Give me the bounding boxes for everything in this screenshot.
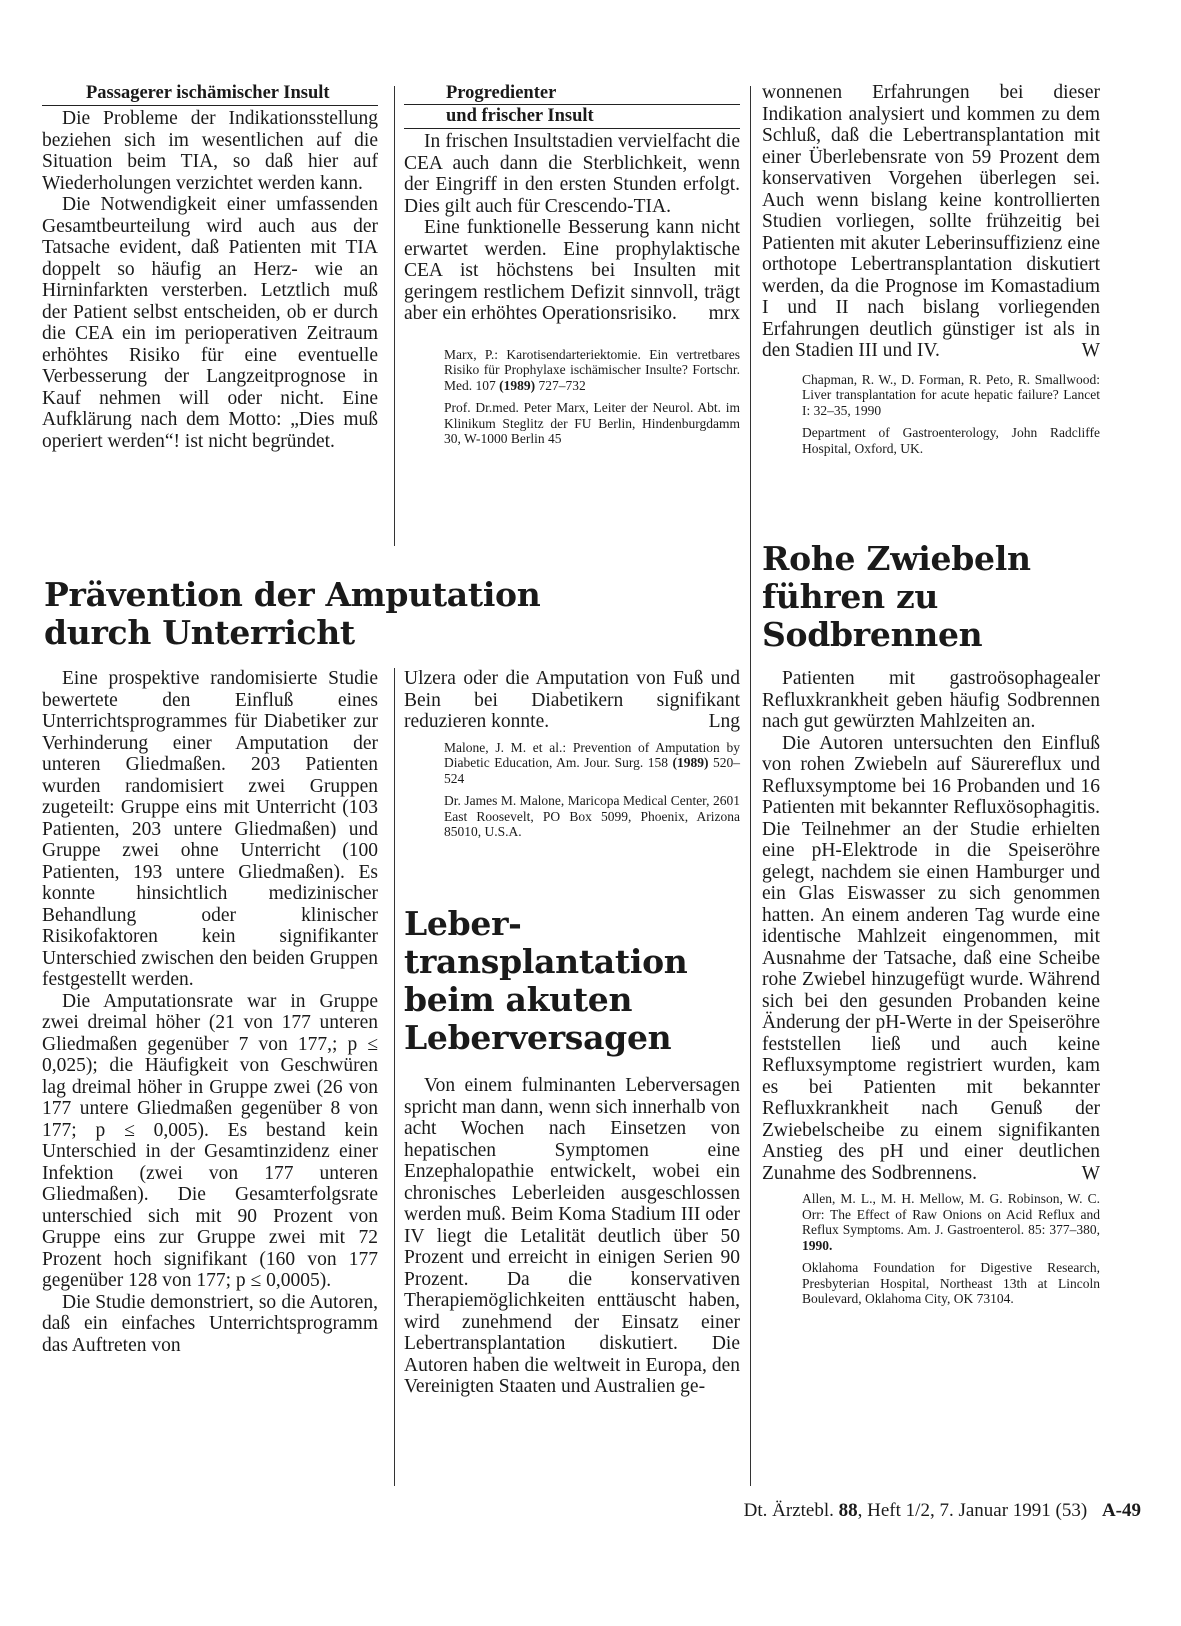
amputation-col1 xyxy=(42,668,378,1356)
paragraph: Die Notwendigkeit einer umfassenden Gesamtbeurteilung wird auch aus der Tatsache evident, daß Patienten mit TIA doppelt so häufig an Herz- wie an Hirninfarkten versterben. Letztlich muß der Patient selbst entscheiden, ob er durch die CEA ein im perioperativen Zeitraum erhöhtes Risiko für eine eventuelle Verbesserung der Langzeitprognose in Kauf nehmen will oder nicht. Eine Aufklärung nach dem Motto: „Dies muß operiert werden“! ist nicht begründet. xyxy=(42,194,378,452)
author-address: Department of Gastroenterology, John Radcliffe Hospital, Oxford, UK. xyxy=(802,425,1100,456)
author-signature: W xyxy=(1081,340,1100,361)
author-signature: W xyxy=(1081,1162,1100,1184)
section-heading: Passagerer ischämischer Insult xyxy=(42,82,378,106)
paragraph: Die Autoren untersuchten den Einfluß von rohen Zwiebeln auf Säurereflux und Refluxsymptome bei 16 Probanden und 16 Patienten mit bekannter Refluxösophagitis. Die Teilnehmer an der Studie erhielten eine pH-Elektrode in die Speiseröhre gelegt, nachdem sie einen Hamburger und ein Glas Eiswasser zu sich genommen hatten. An einem anderen Tag wurde eine identische Mahlzeit eingenommen, mit Ausnahme der Tatsache, daß eine Scheibe rohe Zwiebel hinzugefügt wurde. Während sich bei den gesunden Probanden keine Änderung der pH-Werte in der Speiseröhre feststellen ließ und auch keine Refluxsymptome registriert wurden, kam es bei Patienten mit bekannter Refluxkrankheit nach Genuß der Zwiebelscheibe zu einem signifikanten Anstieg des pH und einer deutlichen Zunahme des Sodbrennens. W xyxy=(762,732,1100,1184)
section-heading: Progredienter xyxy=(404,82,740,105)
col3-top xyxy=(762,82,1100,456)
reference: Chapman, R. W., D. Forman, R. Peto, R. Smallwood: Liver transplantation for acute hepatic failure? Lancet I: 32–35, 1990 xyxy=(802,371,1100,418)
paragraph xyxy=(404,217,740,325)
paragraph: Die Amputationsrate war in Gruppe zwei dreimal höher (21 von 177 unteren Gliedmaßen gegenüber 7 von 177,; p ≤ 0,025); die Häufigkeit von Geschwüren lag dreimal höher in Gruppe zwei (26 von 177 untere Gliedmaßen gegenüber 8 von 177; p ≤ 0,005). Es bestand kein Unterschied in der Gesamtinzidenz einer Infektion (zwei von 177 unteren Gliedmaßen). Die Gesamterfolgsrate unterschied sich mit 90 Prozent von Gruppe eins zur Gruppe zwei mit 72 Prozent hoch signifikant (160 von 177 gegenüber 128 von 177; p ≤ 0,0005). xyxy=(42,990,378,1291)
page-number: A-49 xyxy=(1101,1500,1141,1521)
article-title-line: transplantation xyxy=(404,942,688,981)
paragraph: Von einem fulminanten Leberversagen spricht man dann, wenn sich innerhalb von acht Wochen nach Einsetzen von hepatischen Symptomen eine Enzephalopathie entwickelt, wobei ein chronisches Leberleiden ausgeschlossen werden muß. Beim Koma Stadium III oder IV liegt die Letalität deutlich über 50 Prozent und erreicht in einigen Serien 90 Prozent. Da die konservativen Therapiemöglichkeiten enttäuscht haben, wird zunehmend der Einsatz einer Lebertransplantation diskutiert. Die Autoren haben die weltweit in Europa, den Vereinigten Staaten und Australien ge- xyxy=(404,1075,740,1397)
article-title-line: führen zu xyxy=(762,577,939,616)
article-title-line: Rohe Zwiebeln xyxy=(762,539,1031,578)
column-rule xyxy=(394,86,395,546)
article-title-line: Leber- xyxy=(404,904,522,943)
zwiebeln-article xyxy=(762,540,1100,1307)
author-address: Dr. James M. Malone, Maricopa Medical Center, 2601 East Roosevelt, PO Box 5099, Phoenix, Arizona 85010, U.S.A. xyxy=(444,793,740,839)
amputation-headline xyxy=(44,576,734,652)
journal-name: Dt. Ärztebl. xyxy=(743,1500,839,1521)
paragraph: In frischen Insultstadien vervielfacht die CEA auch dann die Sterblichkeit, wenn der Eingriff in den ersten Stunden erfolgt. Dies gilt auch für Crescendo-TIA. xyxy=(404,131,740,217)
author-signature: mrx xyxy=(708,303,740,324)
amputation-col2 xyxy=(404,668,740,840)
reference: Marx, P.: Karotisendarteriektomie. Ein vertretbares Risiko für Prophylaxe ischämischer Insulte? Fortschr. Med. 107 (1989) 727–732 xyxy=(444,346,740,393)
col1-top xyxy=(42,82,378,452)
paragraph-text: Eine funktionelle Besserung kann nicht erwartet werden. Eine prophylaktische CEA ist höchstens bei Insulten mit geringem restlichem Defizit sinnvoll, trägt aber ein erhöhtes Operationsrisiko. xyxy=(404,217,740,324)
paragraph: Patienten mit gastroösophagealer Refluxkrankheit geben häufig Sodbrennen nach gut gewürzten Mahlzeiten an. xyxy=(762,668,1100,732)
section-heading: und frischer Insult xyxy=(404,105,740,129)
article-title-line: Prävention der Amputation xyxy=(44,575,541,614)
paragraph: Die Studie demonstriert, so die Autoren, daß ein einfaches Unterrichtsprogramm das Auftreten von xyxy=(42,1291,378,1356)
article-title-line: beim akuten xyxy=(404,980,633,1019)
column-rule xyxy=(750,86,751,1486)
author-address: Oklahoma Foundation for Digestive Research, Presbyterian Hospital, Northeast 13th at Lincoln Boulevard, Oklahoma City, OK 73104. xyxy=(802,1260,1100,1306)
journal-volume: 88 xyxy=(838,1500,858,1521)
col2-top xyxy=(404,82,740,447)
reference: Malone, J. M. et al.: Prevention of Amputation by Diabetic Education, Am. Jour. Surg. 158 (1989) 520–524 xyxy=(444,739,741,786)
page-footer xyxy=(744,1500,1141,1522)
paragraph: Die Probleme der Indikationsstellung beziehen sich im wesentlichen auf die Situation beim TIA, so daß hier auf Wiederholungen verzichtet werden kann. xyxy=(42,108,378,194)
journal-issue: , Heft 1/2, 7. Januar 1991 (53) xyxy=(857,1500,1088,1521)
author-signature: Lng xyxy=(708,711,740,732)
column-rule xyxy=(394,668,395,1486)
article-title-line: Leberversagen xyxy=(404,1018,672,1057)
paragraph: Ulzera oder die Amputation von Fuß und Bein bei Diabetikern signifikant reduzieren konnte. Lng xyxy=(404,668,740,732)
article-title-line: Sodbrennen xyxy=(762,615,983,654)
paragraph: wonnenen Erfahrungen bei dieser Indikation analysiert und kommen zu dem Schluß, daß die Lebertransplantation mit einer Überlebensrate von 59 Prozent dem konservativen Vorgehen überlegen sei. Auch wenn bislang keine kontrollierten Studien vorliegen, sollte frühzeitig bei Patienten mit akuter Leberinsuffizienz eine orthotope Lebertransplantation diskutiert werden, da die Prognose im Komastadium I und II nach bislang vorliegenden Erfahrungen deutlich günstiger ist als in den Stadien III und IV. W xyxy=(762,82,1100,361)
article-title-line: durch Unterricht xyxy=(44,613,355,652)
leber-article xyxy=(404,905,740,1398)
reference: Allen, M. L., M. H. Mellow, M. G. Robinson, W. C. Orr: The Effect of Raw Onions on Acid Reflux and Reflux Symptoms. Am. J. Gastroenterol. 85: 377–380, 1990. xyxy=(802,1191,1100,1253)
paragraph: Eine prospektive randomisierte Studie bewertete den Einfluß eines Unterrichtsprogrammes für Diabetiker zur Verhinderung einer Amputation der unteren Gliedmaßen. 203 Patienten wurden randomisiert zwei Gruppen zugeteilt: Gruppe eins mit Unterricht (103 Patienten, 203 untere Gliedmaßen) und Gruppe zwei ohne Unterricht (100 Patienten, 193 untere Gliedmaßen). Es konnte hinsichtlich medizinischer Behandlung oder klinischer Risikofaktoren kein signifikanter Unterschied zwischen den beiden Gruppen festgestellt werden. xyxy=(42,668,378,990)
author-address: Prof. Dr.med. Peter Marx, Leiter der Neurol. Abt. im Klinikum Steglitz der FU Berlin, Hindenburgdamm 30, W-1000 Berlin 45 xyxy=(444,400,740,446)
